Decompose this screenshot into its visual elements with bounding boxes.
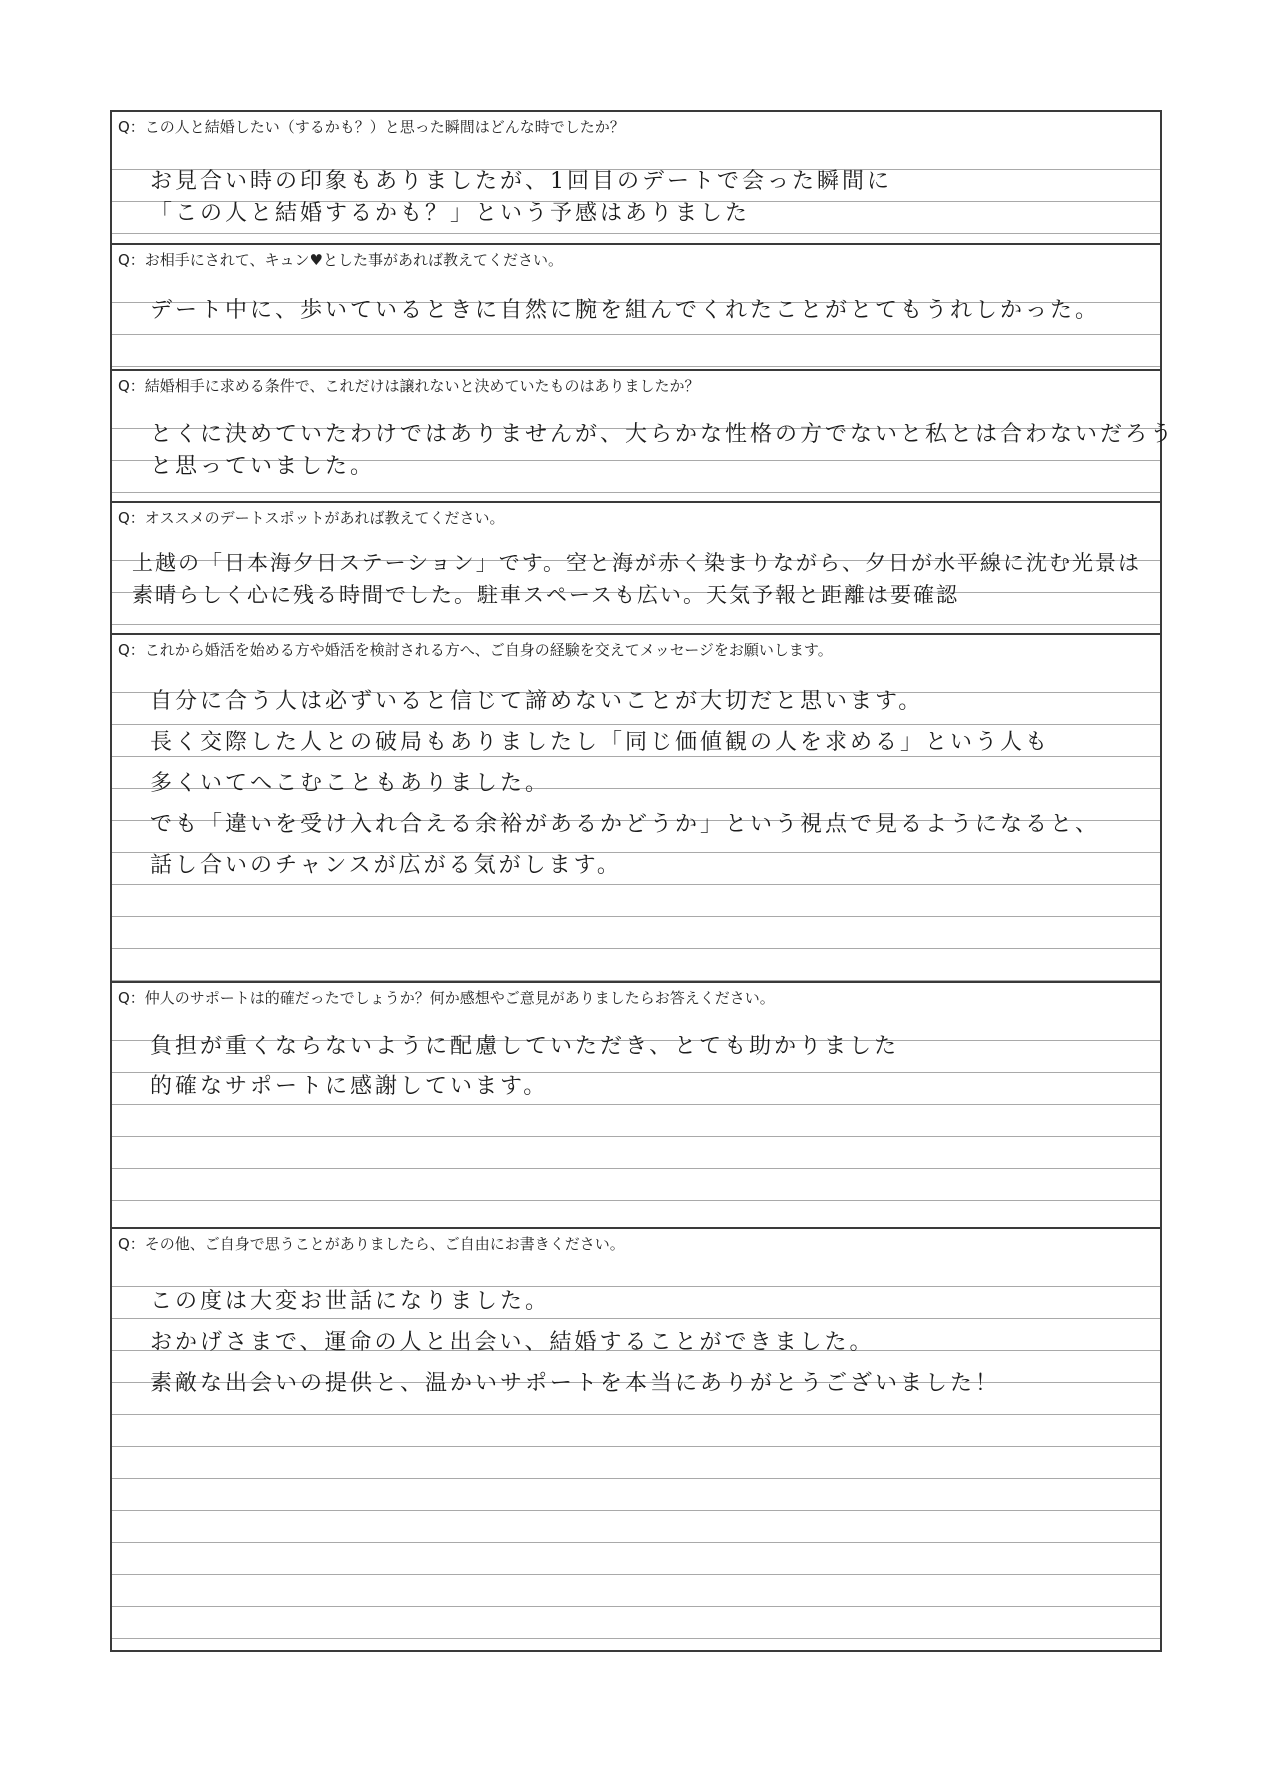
- answer-line: と思っていました。: [150, 454, 376, 479]
- answer-line: 多くいてへこむこともありました。: [150, 771, 551, 796]
- answer-text: [150, 681, 1100, 886]
- answer-line: とくに決めていたわけではありませんが、大らかな性格の方でないと私とは合わないだろう: [150, 422, 1176, 447]
- section-marriage-moment: [112, 112, 1160, 245]
- answer-line: 「この人と結婚するかも？」という予感はありました: [150, 201, 751, 226]
- answer-line: 素敵な出会いの提供と、温かいサポートを本当にありがとうございました！: [150, 1371, 1001, 1396]
- question-label: Q：結婚相手に求める条件で、これだけは譲れないと決めていたものはありましたか？: [118, 377, 700, 395]
- section-other-comments: [112, 1229, 1160, 1650]
- questionnaire-sheet: [110, 110, 1176, 1652]
- answer-line: 的確なサポートに感謝しています。: [150, 1074, 549, 1099]
- question-label: Q：この人と結婚したい（するかも？）と思った瞬間はどんな時でしたか？: [118, 118, 625, 136]
- answer-line: お見合い時の印象もありましたが、1回目のデートで会った瞬間に: [150, 169, 892, 194]
- answer-text: [150, 1027, 899, 1107]
- answer-text: [150, 295, 1100, 327]
- answer-text: [150, 419, 1175, 483]
- section-message: [112, 635, 1160, 983]
- question-label: Q：仲人のサポートは的確だったでしょうか？何か感想やご意見がありましたらお答えください。: [118, 989, 775, 1007]
- answer-line: デート中に、歩いているときに自然に腕を組んでくれたことがとてもうれしかった。: [150, 298, 1101, 323]
- answer-line: 長く交際した人との破局もありましたし「同じ価値観の人を求める」という人も: [150, 730, 1051, 755]
- answer-line: おかげさまで、運命の人と出会い、結婚することができました。: [150, 1330, 875, 1355]
- question-label: Q：その他、ご自身で思うことがありましたら、ご自由にお書きください。: [118, 1235, 625, 1253]
- answer-line: この度は大変お世話になりました。: [150, 1289, 551, 1314]
- answer-text: [132, 547, 1141, 611]
- question-label: Q：オススメのデートスポットがあれば教えてください。: [118, 509, 505, 527]
- section-kyun-moment: [112, 245, 1160, 371]
- answer-line: でも「違いを受け入れ合える余裕があるかどうか」という視点で見るようになると、: [150, 812, 1101, 837]
- answer-line: 自分に合う人は必ずいると信じて諦めないことが大切だと思います。: [150, 689, 924, 714]
- answer-line: 話し合いのチャンスが広がる気がします。: [150, 853, 622, 878]
- section-date-spot: [112, 503, 1160, 635]
- question-label: Q：これから婚活を始める方や婚活を検討される方へ、ご自身の経験を交えてメッセージをお願いします。: [118, 641, 833, 659]
- section-nakodo-support: [112, 983, 1160, 1229]
- answer-line: 上越の「日本海夕日ステーション」です。空と海が赤く染まりながら、夕日が水平線に沈む光景は: [132, 551, 1142, 575]
- section-partner-conditions: [112, 371, 1176, 503]
- answer-text: [150, 166, 892, 230]
- answer-line: 負担が重くならないように配慮していただき、とても助かりました: [150, 1034, 900, 1059]
- question-label: Q：お相手にされて、キュン♥とした事があれば教えてください。: [118, 251, 563, 269]
- answer-line: 素晴らしく心に残る時間でした。駐車スペースも広い。天気予報と距離は要確認: [132, 583, 959, 607]
- answer-text: [150, 1281, 1000, 1404]
